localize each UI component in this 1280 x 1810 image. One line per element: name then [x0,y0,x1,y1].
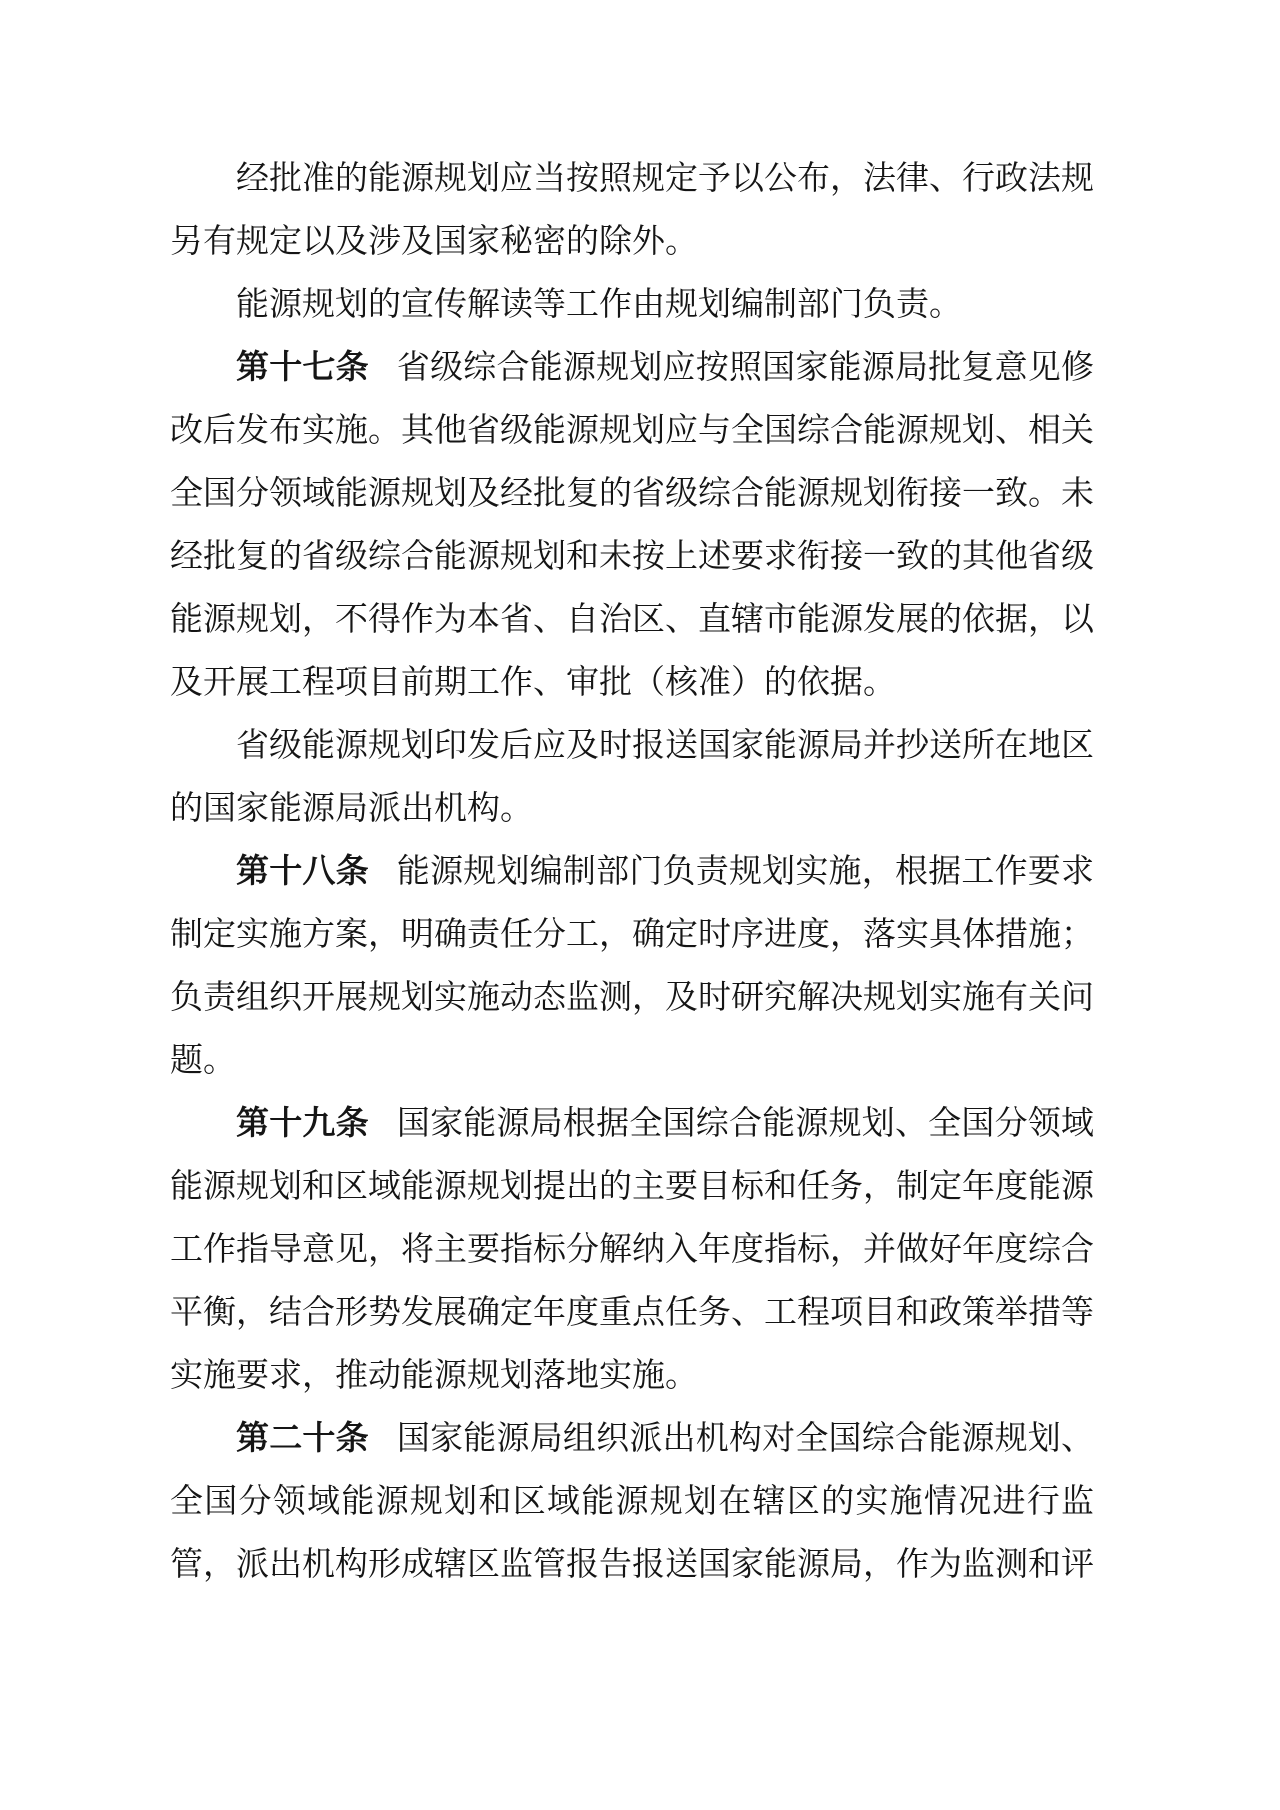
article-number: 第十七条 [236,350,369,386]
document-body [170,148,1094,1597]
paragraph [170,1408,1094,1597]
paragraph [170,841,1094,1093]
paragraph [170,337,1094,715]
paragraph [170,1093,1094,1408]
article-number: 第十八条 [236,854,369,890]
paragraph [170,148,1094,274]
paragraph [170,715,1094,841]
paragraph-text: 国家能源局根据全国综合能源规划、全国分领域能源规划和区域能源规划提出的主要目标和任务，制定年度能源工作指导意见，将主要指标分解纳入年度指标，并做好年度综合平衡，结合形势发展确定年度重点任务、工程项目和政策举措等实施要求，推动能源规划落地实施。 [170,1106,1095,1394]
paragraph-text: 国家能源局组织派出机构对全国综合能源规划、全国分领域能源规划和区域能源规划在辖区的实施情况进行监管，派出机构形成辖区监管报告报送国家能源局，作为监测和评 [170,1421,1095,1583]
paragraph-text: 能源规划的宣传解读等工作由规划编制部门负责。 [236,287,962,323]
article-number: 第二十条 [236,1421,369,1457]
article-number: 第十九条 [236,1106,369,1142]
paragraph-text: 能源规划编制部门负责规划实施，根据工作要求制定实施方案，明确责任分工，确定时序进度，落实具体措施；负责组织开展规划实施动态监测，及时研究解决规划实施有关问题。 [170,854,1095,1079]
paragraph [170,274,1094,337]
paragraph-text: 省级综合能源规划应按照国家能源局批复意见修改后发布实施。其他省级能源规划应与全国综合能源规划、相关全国分领域能源规划及经批复的省级综合能源规划衔接一致。未经批复的省级综合能源规划和未按上述要求衔接一致的其他省级能源规划，不得作为本省、自治区、直辖市能源发展的依据，以及开展工程项目前期工作、审批（核准）的依据。 [170,350,1095,701]
paragraph-text: 经批准的能源规划应当按照规定予以公布，法律、行政法规另有规定以及涉及国家秘密的除外。 [170,161,1094,260]
paragraph-text: 省级能源规划印发后应及时报送国家能源局并抄送所在地区的国家能源局派出机构。 [170,728,1094,827]
